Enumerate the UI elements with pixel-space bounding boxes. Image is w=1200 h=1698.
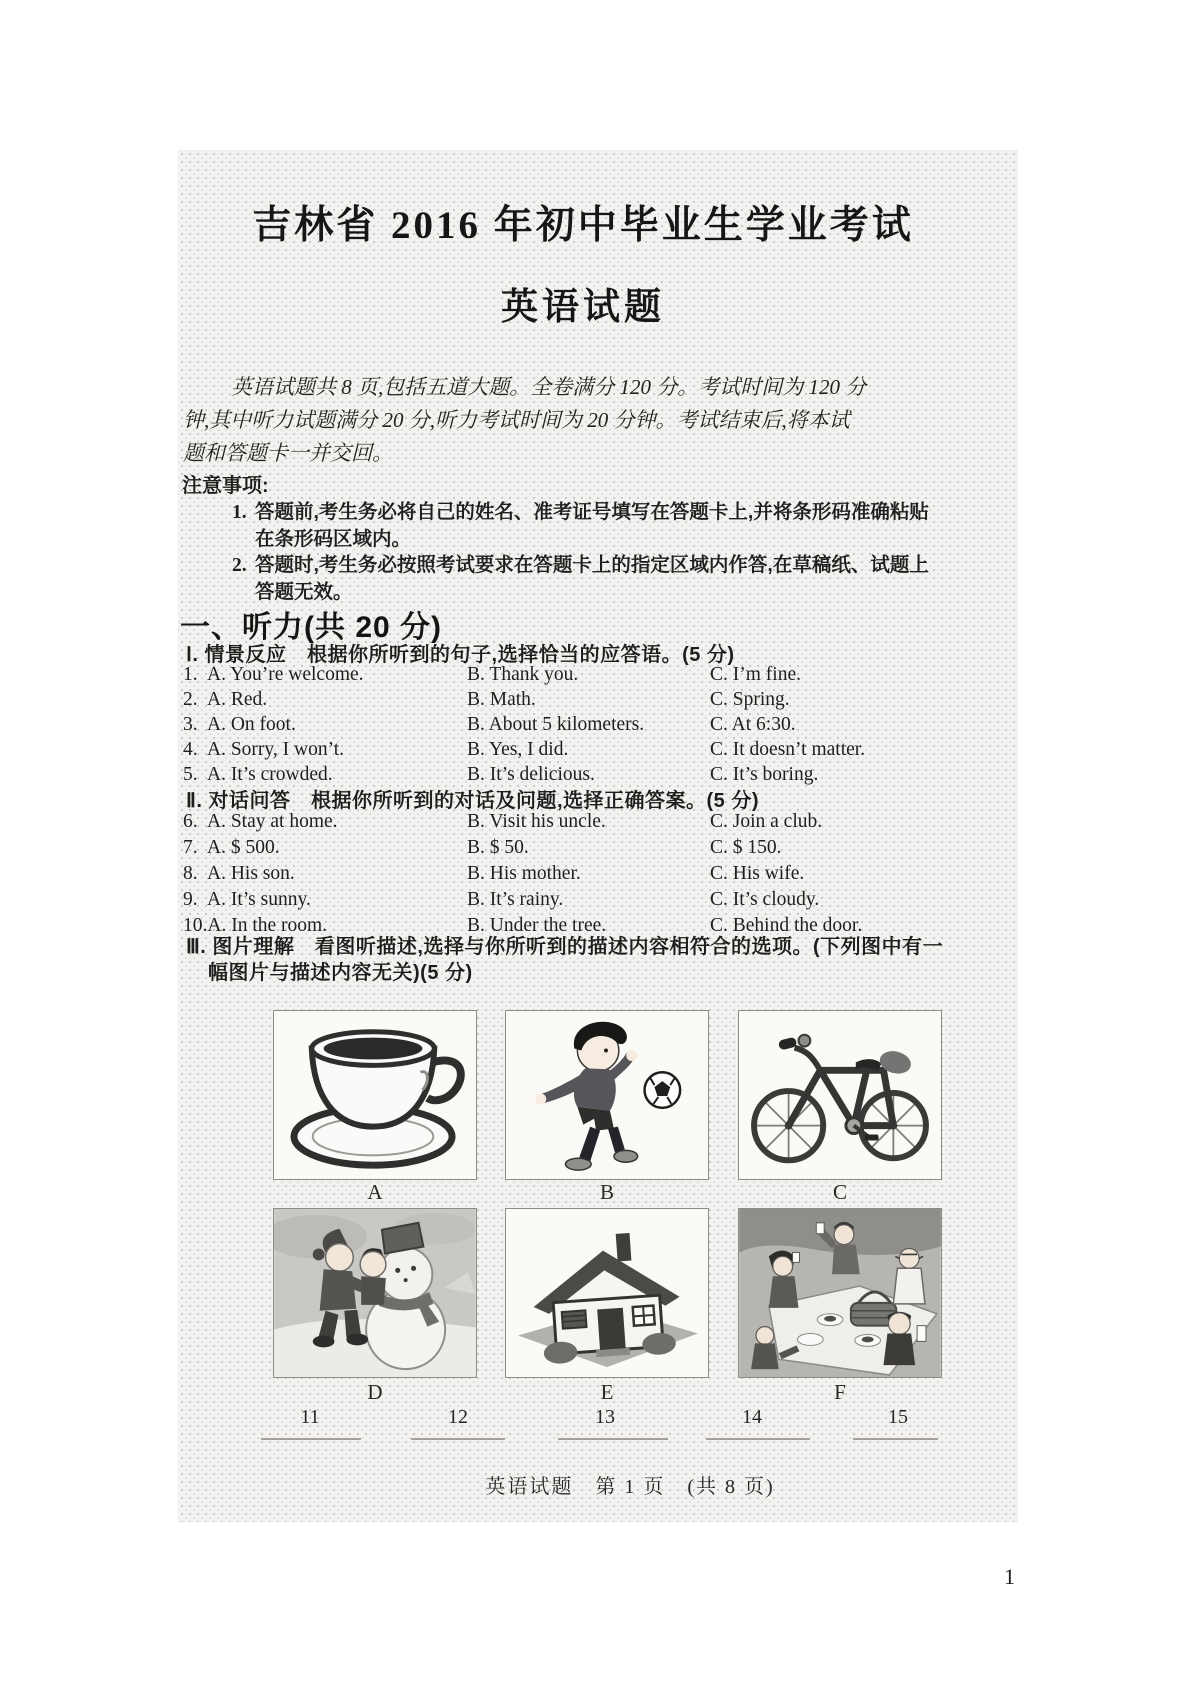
part1-options xyxy=(183,662,993,787)
answer-blank-number-12: 12 xyxy=(448,1406,468,1428)
option-b: B. Yes, I did. xyxy=(467,739,569,760)
option-row-7 xyxy=(183,835,993,861)
option-a: A. Red. xyxy=(207,689,268,710)
answer-blank-number-11: 11 xyxy=(300,1406,320,1428)
note-number: 1. xyxy=(232,502,247,523)
exam-title: 吉林省 2016 年初中毕业生学业考试 xyxy=(252,204,914,247)
answer-blank-number-14: 14 xyxy=(742,1406,762,1428)
house-illustration xyxy=(506,1209,708,1377)
children-building-snowman-illustration xyxy=(274,1209,476,1377)
picture-label-a: A xyxy=(367,1180,383,1204)
bicycle-illustration xyxy=(739,1011,941,1179)
answer-blank-number-13: 13 xyxy=(595,1406,615,1428)
option-b: B. His mother. xyxy=(467,863,581,884)
option-a: A. In the room. xyxy=(207,915,328,936)
picture-label-f: F xyxy=(834,1380,846,1404)
option-c: C. It doesn’t matter. xyxy=(710,739,866,760)
item-number: 10. xyxy=(183,915,208,936)
intro-line-1: 英语试题共 8 页,包括五道大题。全卷满分 120 分。考试时间为 120 分 xyxy=(231,375,867,399)
option-c: C. It’s boring. xyxy=(710,764,819,785)
picture-f-picnic xyxy=(738,1208,942,1378)
option-c: C. Behind the door. xyxy=(710,915,863,936)
item-number: 9. xyxy=(183,889,198,910)
part3-heading xyxy=(186,934,946,986)
item-number: 6. xyxy=(183,811,198,832)
part3-heading-line2: 幅图片与描述内容无关)(5 分) xyxy=(208,962,473,984)
option-a: A. Sorry, I won’t. xyxy=(207,739,345,760)
section-heading-listening: 一、听力(共 20 分) xyxy=(180,611,443,644)
item-number: 1. xyxy=(183,664,198,685)
option-c: C. At 6:30. xyxy=(710,714,796,735)
option-a: A. It’s sunny. xyxy=(207,889,311,910)
note-item-2: 2. 答题时,考生务必按照考试要求在答题卡上的指定区域内作答,在草稿纸、试题上 答题无效。 xyxy=(232,554,929,603)
part2-options xyxy=(183,809,993,939)
item-number: 4. xyxy=(183,739,198,760)
picture-label-b: B xyxy=(599,1180,614,1204)
picture-d-snowman xyxy=(273,1208,477,1378)
item-number: 3. xyxy=(183,714,198,735)
picture-label-c: C xyxy=(832,1180,847,1204)
item-number: 7. xyxy=(183,837,198,858)
page-number: 1 xyxy=(1004,1564,1015,1589)
notes-heading: 注意事项: xyxy=(182,475,269,497)
boy-playing-soccer-illustration xyxy=(506,1011,708,1179)
scan-area xyxy=(178,150,1018,1522)
answer-blank-number-15: 15 xyxy=(888,1406,908,1428)
picture-e-house xyxy=(505,1208,709,1378)
option-row-9 xyxy=(183,887,993,913)
picture-b-soccer xyxy=(505,1010,709,1180)
option-c: C. It’s cloudy. xyxy=(710,889,820,910)
option-row-1 xyxy=(183,662,993,687)
option-b: B. It’s delicious. xyxy=(467,764,595,785)
answer-blank-line xyxy=(411,1438,505,1440)
option-a: A. You’re welcome. xyxy=(207,664,364,685)
intro-paragraph xyxy=(183,371,985,470)
option-b: B. Under the tree. xyxy=(467,915,607,936)
option-b: B. $ 50. xyxy=(467,837,529,858)
note-number: 2. xyxy=(232,555,247,576)
picture-a-coffee-cup xyxy=(273,1010,477,1180)
option-row-3 xyxy=(183,712,993,737)
part1-heading: Ⅰ. 情景反应 根据你所听到的句子,选择恰当的应答语。(5 分) xyxy=(186,644,735,666)
intro-line-2: 钟,其中听力试题满分 20 分,听力考试时间为 20 分钟。考试结束后,将本试 xyxy=(183,408,850,432)
exam-subtitle: 英语试题 xyxy=(501,287,665,328)
option-a: A. His son. xyxy=(207,863,295,884)
option-row-8 xyxy=(183,861,993,887)
note-item-1: 1. 答题前,考生务必将自己的姓名、准考证号填写在答题卡上,并将条形码准确粘贴 在条形码区域内。 xyxy=(232,501,929,550)
option-a: A. $ 500. xyxy=(207,837,280,858)
item-number: 8. xyxy=(183,863,198,884)
option-b: B. Math. xyxy=(467,689,536,710)
page-footer: 英语试题 第 1 页 (共 8 页) xyxy=(485,1476,775,1498)
option-a: A. Stay at home. xyxy=(207,811,338,832)
option-row-6 xyxy=(183,809,993,835)
answer-blank-line xyxy=(261,1438,361,1440)
answer-blank-line xyxy=(558,1438,668,1440)
option-b: B. It’s rainy. xyxy=(467,889,564,910)
option-c: C. Join a club. xyxy=(710,811,823,832)
answer-blank-line xyxy=(706,1438,810,1440)
option-a: A. It’s crowded. xyxy=(207,764,333,785)
option-c: C. $ 150. xyxy=(710,837,782,858)
part3-heading-line1: Ⅲ. 图片理解 看图听描述,选择与你所听到的描述内容相符合的选项。(下列图中有一 xyxy=(186,936,944,958)
option-b: B. Thank you. xyxy=(467,664,579,685)
option-c: C. His wife. xyxy=(710,863,805,884)
option-row-4 xyxy=(183,737,993,762)
option-c: C. I’m fine. xyxy=(710,664,801,685)
intro-line-3: 题和答题卡一并交回。 xyxy=(183,441,393,465)
answer-blank-line xyxy=(853,1438,938,1440)
option-b: B. About 5 kilometers. xyxy=(467,714,645,735)
option-a: A. On foot. xyxy=(207,714,296,735)
option-row-2 xyxy=(183,687,993,712)
item-number: 2. xyxy=(183,689,198,710)
item-number: 5. xyxy=(183,764,198,785)
option-c: C. Spring. xyxy=(710,689,790,710)
option-b: B. Visit his uncle. xyxy=(467,811,606,832)
picture-label-d: D xyxy=(367,1380,383,1404)
picture-label-e: E xyxy=(600,1380,614,1404)
coffee-cup-illustration xyxy=(274,1011,476,1179)
picture-c-bicycle xyxy=(738,1010,942,1180)
part2-heading: Ⅱ. 对话问答 根据你所听到的对话及问题,选择正确答案。(5 分) xyxy=(186,790,760,812)
family-picnic-illustration xyxy=(739,1209,941,1377)
